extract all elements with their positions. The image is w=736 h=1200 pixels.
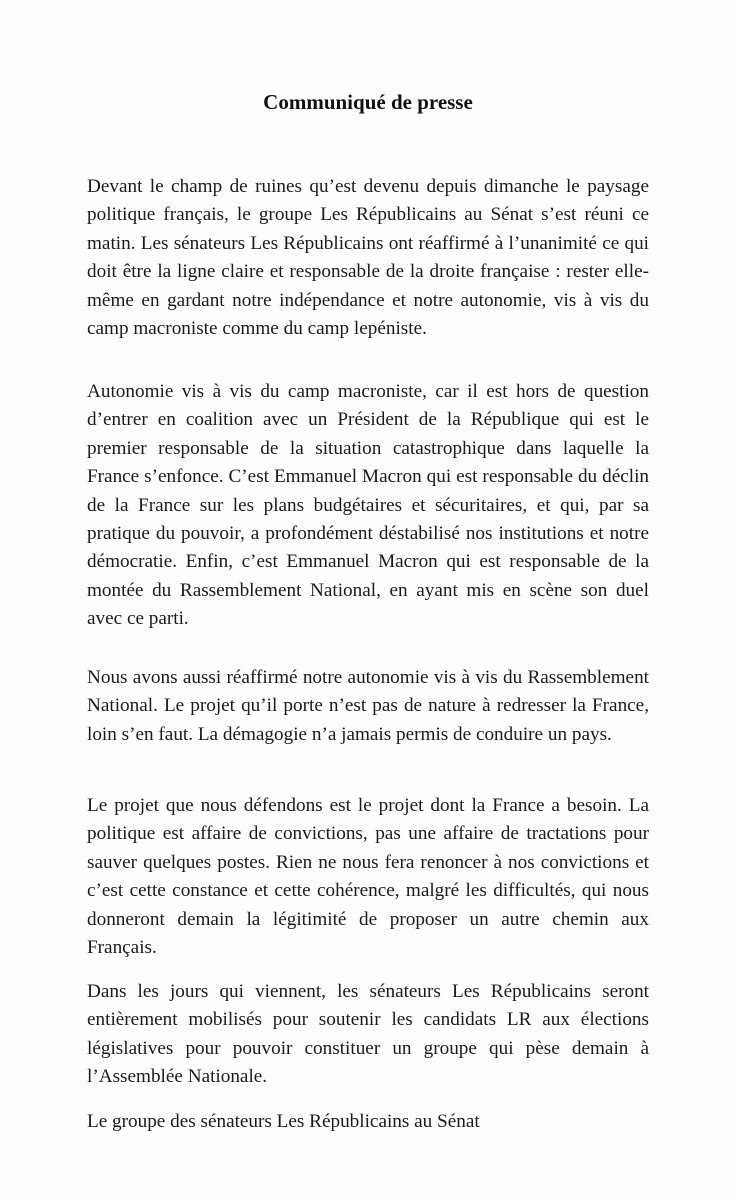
- document-title: Communiqué de presse: [263, 90, 473, 114]
- paragraph-mobilisation: Dans les jours qui viennent, les sénateurs Les Républicains seront entièrement mobilisés pour soutenir les candidats LR aux élections législatives pour pouvoir constituer un groupe qui pèse demain à l’Assemblée Nationale.: [87, 981, 649, 1088]
- paragraph-rassemblement-national: Nous avons aussi réaffirmé notre autonomie vis à vis du Rassemblement National. Le projet qu’il porte n’est pas de nature à redresser la France, loin s’en faut. La démagogie n’a jamais permis de conduire un pays.: [87, 667, 649, 745]
- paragraph-projet: Le projet que nous défendons est le projet dont la France a besoin. La politique est affaire de convictions, pas une affaire de tractations pour sauver quelques postes. Rien ne nous fera renoncer à nos convictions et c’est cette constance et cette cohérence, malgré les difficultés, qui nous donneront demain la légitimité de proposer un autre chemin aux Français.: [87, 795, 649, 959]
- paragraph-intro: Devant le champ de ruines qu’est devenu depuis dimanche le paysage politique français, le groupe Les Républicains au Sénat s’est réuni ce matin. Les sénateurs Les Républicains ont réaffirmé à l’unanimité ce qui doit être la ligne claire et responsable de la droite française : rester elle-même en gardant notre indépendance et notre autonomie, vis à vis du camp macroniste comme du camp lepéniste.: [87, 176, 649, 340]
- paragraph-macron: Autonomie vis à vis du camp macroniste, car il est hors de question d’entrer en coalition avec un Président de la République qui est le premier responsable de la situation catastrophique dans laquelle la France s’enfonce. C’est Emmanuel Macron qui est responsable du déclin de la France sur les plans budgétaires et sécuritaires, et qui, par sa pratique du pouvoir, a profondément déstabilisé nos institutions et notre démocratie. Enfin, c’est Emmanuel Macron qui est responsable de la montée du Rassemblement National, en ayant mis en scène son duel avec ce parti.: [87, 381, 649, 630]
- signature: Le groupe des sénateurs Les Républicains au Sénat: [87, 1111, 480, 1132]
